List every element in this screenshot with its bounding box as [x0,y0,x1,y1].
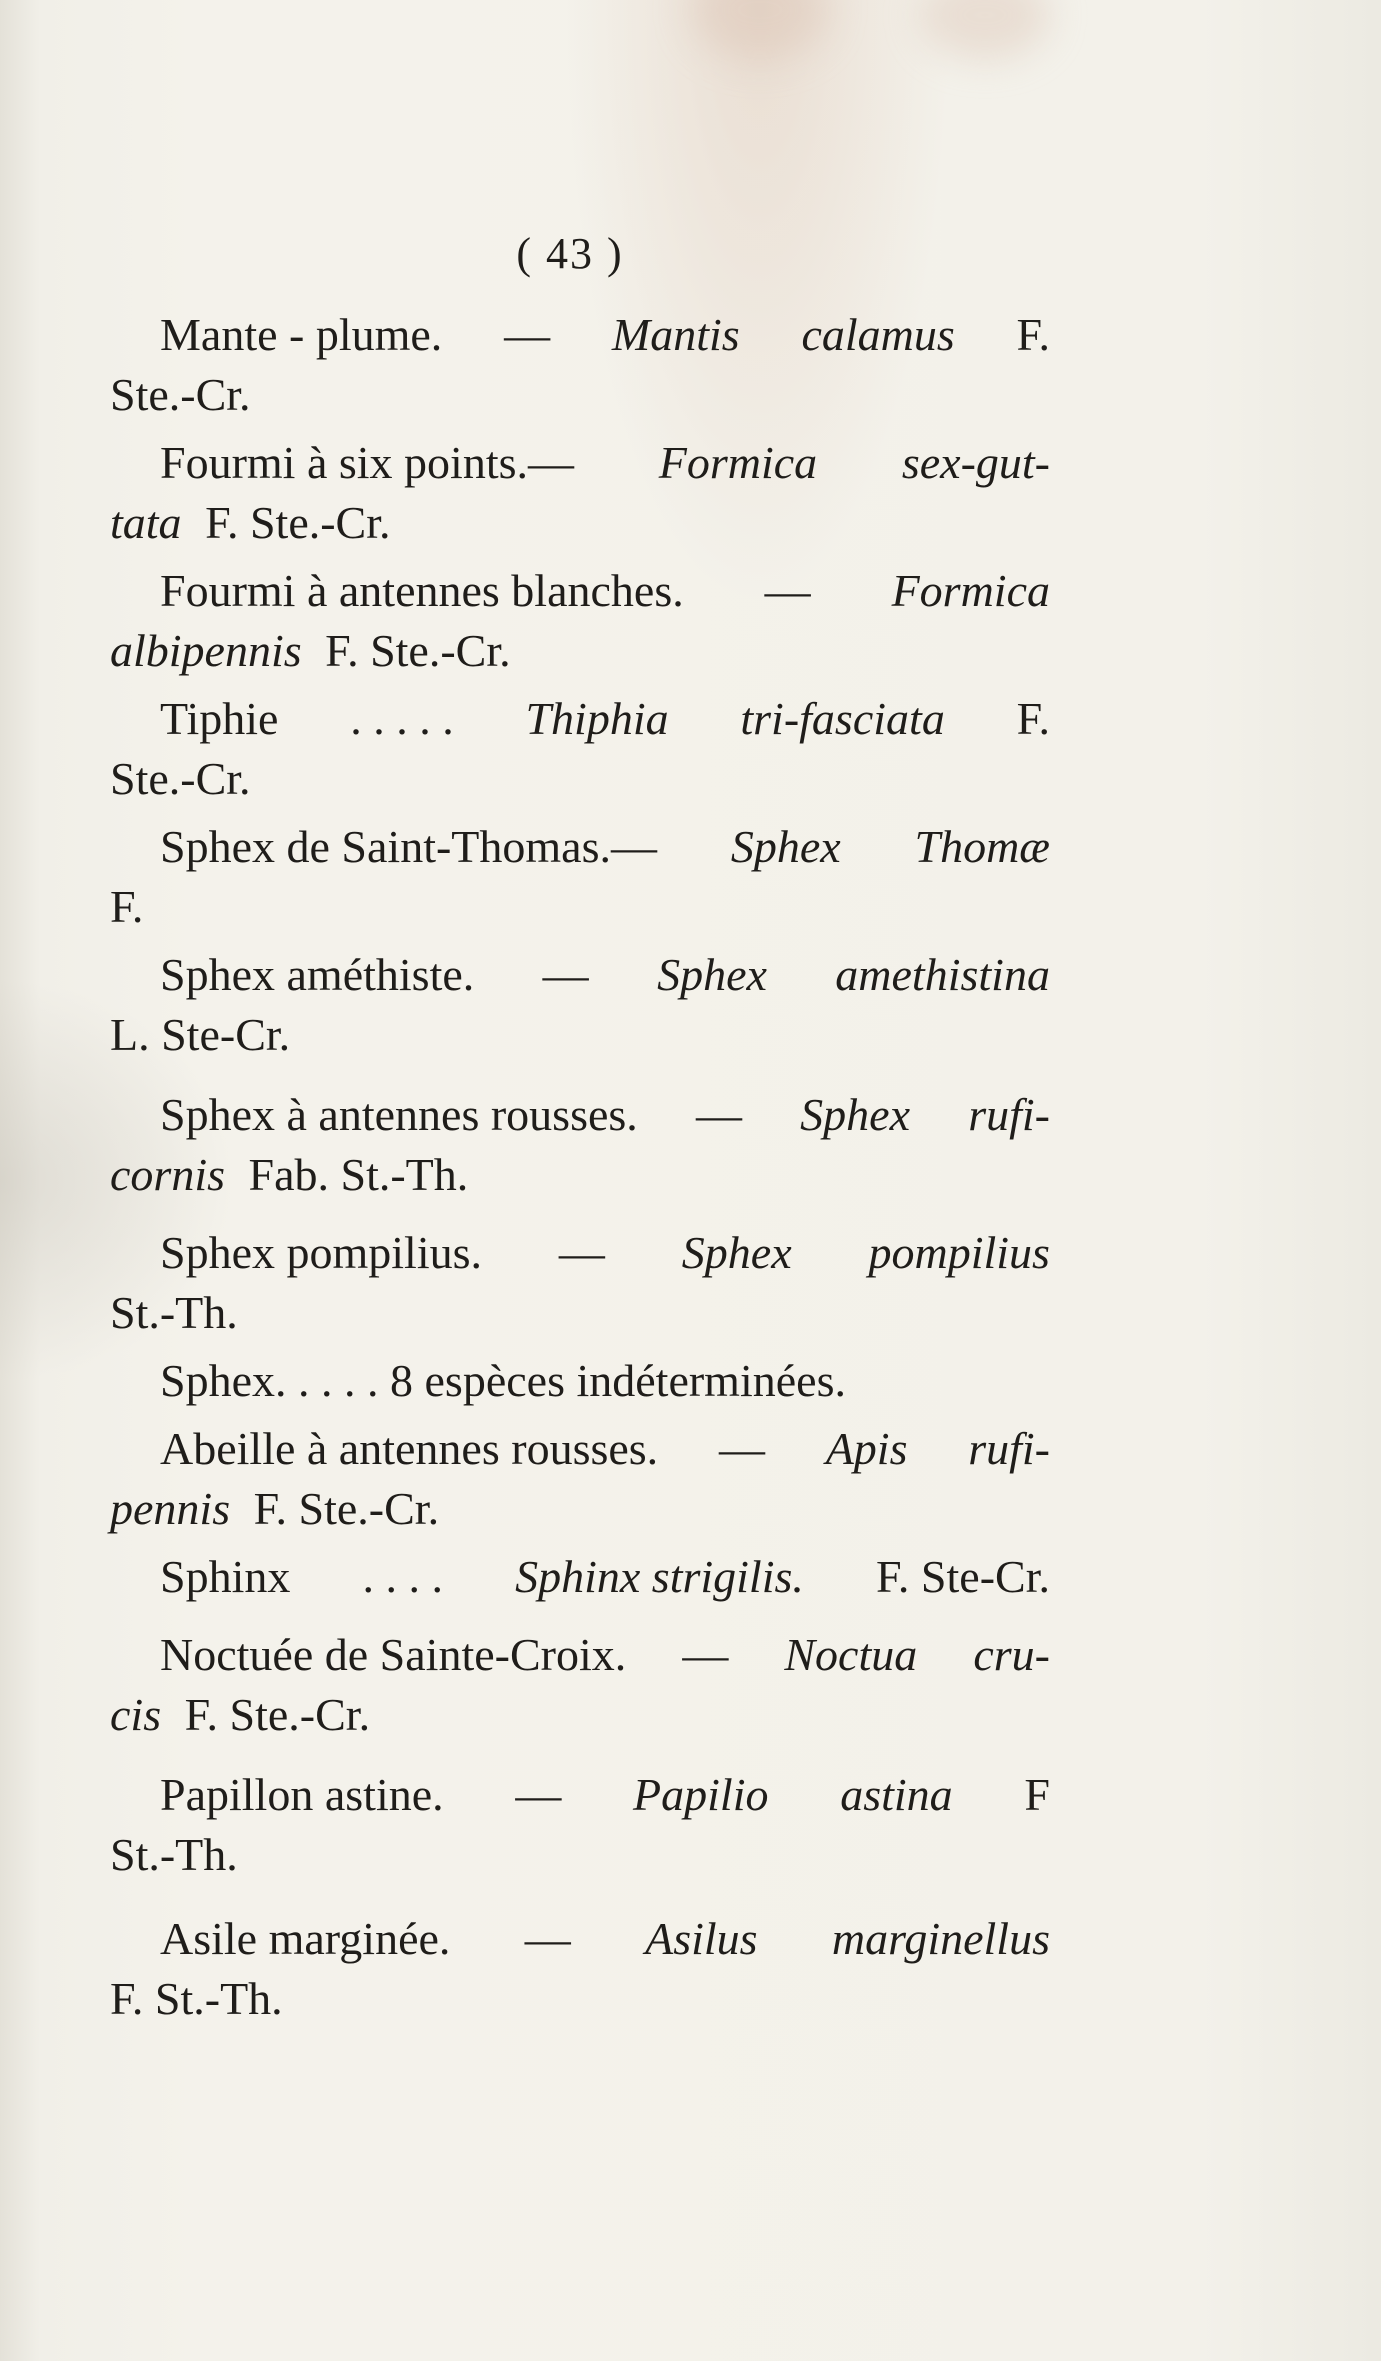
common-name: Sphex de Saint-Thomas.— [160,821,657,872]
locality: St.-Th. [110,1829,238,1880]
genus: Sphex [657,949,767,1000]
authority: F. [1016,693,1050,744]
species: pompilius [868,1227,1050,1278]
entry-line [110,1909,1050,1969]
genus: Formica [891,565,1050,616]
entry-line [110,749,1050,809]
entry-line [110,433,1050,493]
common-name: Sphex à antennes rousses. [160,1089,638,1140]
species: rufi- [968,1423,1050,1474]
locality: Ste.-Cr. [110,369,251,420]
locality: Fab. St.-Th. [248,1149,469,1200]
species: rufi- [968,1089,1050,1140]
common-name: Sphinx [160,1551,291,1602]
scientific-name: Sphinx strigilis. [515,1551,804,1602]
entry-line [110,1419,1050,1479]
entry-line [110,305,1050,365]
species-continued: cis [110,1689,162,1740]
species: marginellus [831,1913,1050,1964]
dash: — [682,1629,729,1680]
species: astina [840,1769,953,1820]
entry-line [110,1625,1050,1685]
genus: Noctua [784,1629,918,1680]
species: albipennis [110,625,302,676]
leader-dots: . . . . [362,1551,443,1602]
entry-line [110,1765,1050,1825]
species: sex-gut- [901,437,1050,488]
entry-line [110,1223,1050,1283]
locality: St.-Th. [110,1287,238,1338]
species-continued: tata [110,497,182,548]
common-name: Sphex améthiste. [160,949,475,1000]
species: amethistina [835,949,1050,1000]
entry-line [110,493,1050,553]
common-name: Papillon astine. [160,1769,444,1820]
genus: Apis [825,1423,908,1474]
dash: — [695,1089,742,1140]
genus: Formica [658,437,818,488]
genus: Sphex [730,821,841,872]
locality: F. Ste.-Cr. [325,625,511,676]
entry-line [110,817,1050,877]
entry-line [110,1685,1050,1745]
locality: F. Ste-Cr. [876,1551,1050,1602]
dash: — [542,949,589,1000]
species: cru- [973,1629,1050,1680]
species: tri-fasciata [740,693,945,744]
species: calamus [801,309,955,360]
entry-line [110,561,1050,621]
common-name: Tiphie [160,693,279,744]
dash: — [764,565,811,616]
entry-line [110,945,1050,1005]
entry-line [110,1547,1050,1607]
locality: F. Ste.-Cr. [205,497,391,548]
dash: — [558,1227,605,1278]
genus: Sphex [681,1227,792,1278]
entry-line [110,1351,1050,1411]
entry-line [110,1479,1050,1539]
entry-line [110,1283,1050,1343]
entry-text: Sphex. . . . . 8 espèces indéterminées. [160,1355,846,1406]
locality: Ste.-Cr. [110,753,251,804]
entry-line [110,1005,1050,1065]
genus: Mantis [611,309,740,360]
entry-line [110,1969,1050,2029]
dash: — [504,309,551,360]
entry-line [110,1825,1050,1885]
common-name: Mante - plume. [160,309,443,360]
leader-dots: . . . . . [350,693,454,744]
authority: F. [1016,309,1050,360]
common-name: Fourmi à antennes blanches. [160,565,684,616]
entry-line [110,621,1050,681]
dash: — [718,1423,765,1474]
common-name: Sphex pompilius. [160,1227,483,1278]
dash: — [524,1913,571,1964]
common-name: Abeille à antennes rousses. [160,1423,659,1474]
page-number: ( 43 ) [516,229,624,278]
authority: F. [110,881,144,932]
locality: F. Ste.-Cr. [253,1483,440,1534]
entry-line [110,365,1050,425]
species-continued: cornis [110,1149,225,1200]
paper-stain [920,0,1050,60]
genus: Asilus [645,1913,758,1964]
genus: Thiphia [525,693,669,744]
entry-line [110,877,1050,937]
species: Thomæ [914,821,1050,872]
paper-stain [690,0,830,60]
dash: — [515,1769,562,1820]
entry-line [110,1145,1050,1205]
genus: Sphex [800,1089,911,1140]
authority: F [1024,1769,1050,1820]
genus: Papilio [633,1769,769,1820]
species-continued: pennis [110,1483,231,1534]
locality: F. Ste.-Cr. [184,1689,371,1740]
entry-line [110,689,1050,749]
common-name: Asile marginée. [160,1913,451,1964]
common-name: Fourmi à six points.— [160,437,575,488]
locality: L. Ste-Cr. [110,1009,291,1060]
common-name: Noctuée de Sainte-Croix. [160,1629,627,1680]
locality: F. St.-Th. [110,1973,283,2024]
entry-line [110,1085,1050,1145]
